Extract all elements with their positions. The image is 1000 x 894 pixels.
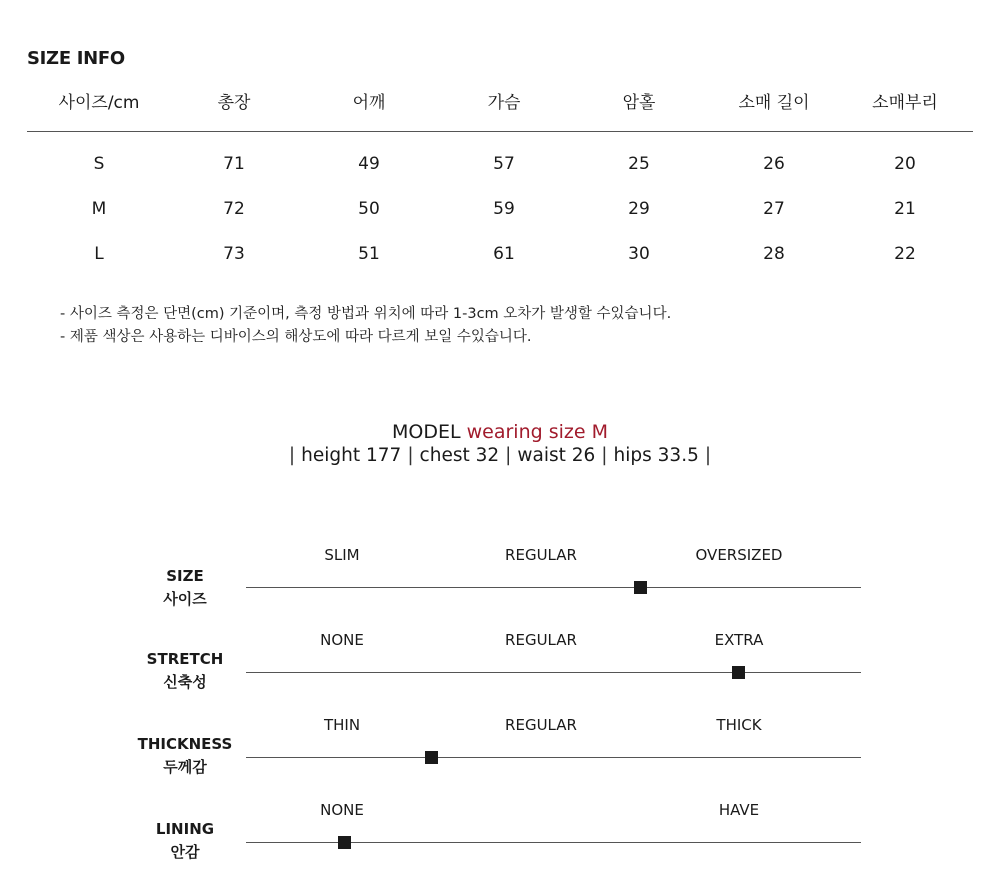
fit-stretch-marker <box>732 666 745 679</box>
header-size-cm: 사이즈/cm <box>58 93 140 113</box>
fit-size-option-slim: SLIM <box>324 546 360 564</box>
fit-thickness-label-ko: 두께감 <box>163 758 207 776</box>
model-chest: chest 32 <box>419 445 500 466</box>
fit-lining-option-have: HAVE <box>718 801 760 819</box>
table-row <box>27 194 973 239</box>
table-cell: 27 <box>763 199 785 219</box>
fit-stretch-label-ko: 신축성 <box>163 673 207 691</box>
fit-lining-marker <box>338 836 351 849</box>
fit-stretch-scale-line <box>246 672 861 673</box>
table-cell: 71 <box>223 154 245 174</box>
fit-thickness-scale-line <box>246 757 861 758</box>
fit-size-label <box>125 565 245 611</box>
table-cell: 59 <box>493 199 515 219</box>
fit-lining <box>0 800 1000 885</box>
model-heading <box>0 421 1000 444</box>
table-cell: L <box>94 244 104 264</box>
fit-stretch-option-extra: EXTRA <box>714 631 764 649</box>
fit-thickness <box>0 715 1000 800</box>
fit-thickness-option-regular: REGULAR <box>505 716 577 734</box>
model-info <box>0 421 1000 467</box>
table-cell: 51 <box>358 244 380 264</box>
table-cell: 20 <box>894 154 916 174</box>
table-row <box>27 149 973 194</box>
fit-stretch <box>0 630 1000 715</box>
header-sleeve-opening: 소매부리 <box>872 93 938 113</box>
header-armhole: 암홀 <box>622 93 656 113</box>
fit-thickness-option-thin: THIN <box>323 716 361 734</box>
header-sleeve-length: 소매 길이 <box>738 93 810 113</box>
fit-size-option-regular: REGULAR <box>505 546 577 564</box>
note-color: - 제품 색상은 사용하는 디바이스의 해상도에 따라 다르게 보일 수있습니다. <box>60 329 532 345</box>
size-table <box>27 86 973 284</box>
table-cell: 28 <box>763 244 785 264</box>
table-cell: 25 <box>628 154 650 174</box>
model-hips: hips 33.5 <box>613 445 699 466</box>
fit-lining-label-en: LINING <box>155 820 215 838</box>
model-wearing-size: wearing size M <box>466 421 608 443</box>
fit-size <box>0 545 1000 630</box>
fit-lining-label <box>125 818 245 864</box>
size-table-header <box>27 86 973 120</box>
fit-size-label-en: SIZE <box>166 567 204 585</box>
table-cell: 26 <box>763 154 785 174</box>
size-notes <box>60 303 671 349</box>
table-divider <box>27 131 973 132</box>
fit-thickness-marker <box>425 751 438 764</box>
fit-stretch-label <box>125 648 245 694</box>
model-prefix: MODEL <box>391 421 461 443</box>
table-cell: 29 <box>628 199 650 219</box>
model-stats: | height 177 | chest 32 | waist 26 | hips 33.5 | <box>288 445 712 466</box>
table-cell: S <box>93 154 105 174</box>
fit-thickness-label <box>125 733 245 779</box>
table-cell: 30 <box>628 244 650 264</box>
fit-stretch-label-en: STRETCH <box>146 650 224 668</box>
fit-size-marker <box>634 581 647 594</box>
model-waist: waist 26 <box>517 445 596 466</box>
size-info-title: SIZE INFO <box>27 48 125 69</box>
table-cell: 73 <box>223 244 245 264</box>
table-cell: 21 <box>894 199 916 219</box>
fit-size-scale-line <box>246 587 861 588</box>
table-row <box>27 239 973 284</box>
fit-thickness-label-en: THICKNESS <box>137 735 233 753</box>
fit-lining-option-none: NONE <box>320 801 364 819</box>
table-cell: 49 <box>358 154 380 174</box>
fit-size-option-oversized: OVERSIZED <box>695 546 783 564</box>
table-cell: 50 <box>358 199 380 219</box>
fit-stretch-option-none: NONE <box>320 631 364 649</box>
header-chest: 가슴 <box>487 93 521 113</box>
table-cell: 57 <box>493 154 515 174</box>
table-cell: 72 <box>223 199 245 219</box>
table-cell: 22 <box>894 244 916 264</box>
fit-stretch-option-regular: REGULAR <box>505 631 577 649</box>
table-cell: M <box>91 199 107 219</box>
header-total-length: 총장 <box>217 93 251 113</box>
table-cell: 61 <box>493 244 515 264</box>
fit-size-label-ko: 사이즈 <box>163 590 207 608</box>
model-height: height 177 <box>301 445 402 466</box>
fit-thickness-option-thick: THICK <box>716 716 762 734</box>
header-shoulder: 어깨 <box>352 93 386 113</box>
note-measurement: - 사이즈 측정은 단면(cm) 기준이며, 측정 방법과 위치에 따라 1-3cm 오차가 발생할 수있습니다. <box>60 306 672 322</box>
fit-lining-label-ko: 안감 <box>170 843 200 861</box>
